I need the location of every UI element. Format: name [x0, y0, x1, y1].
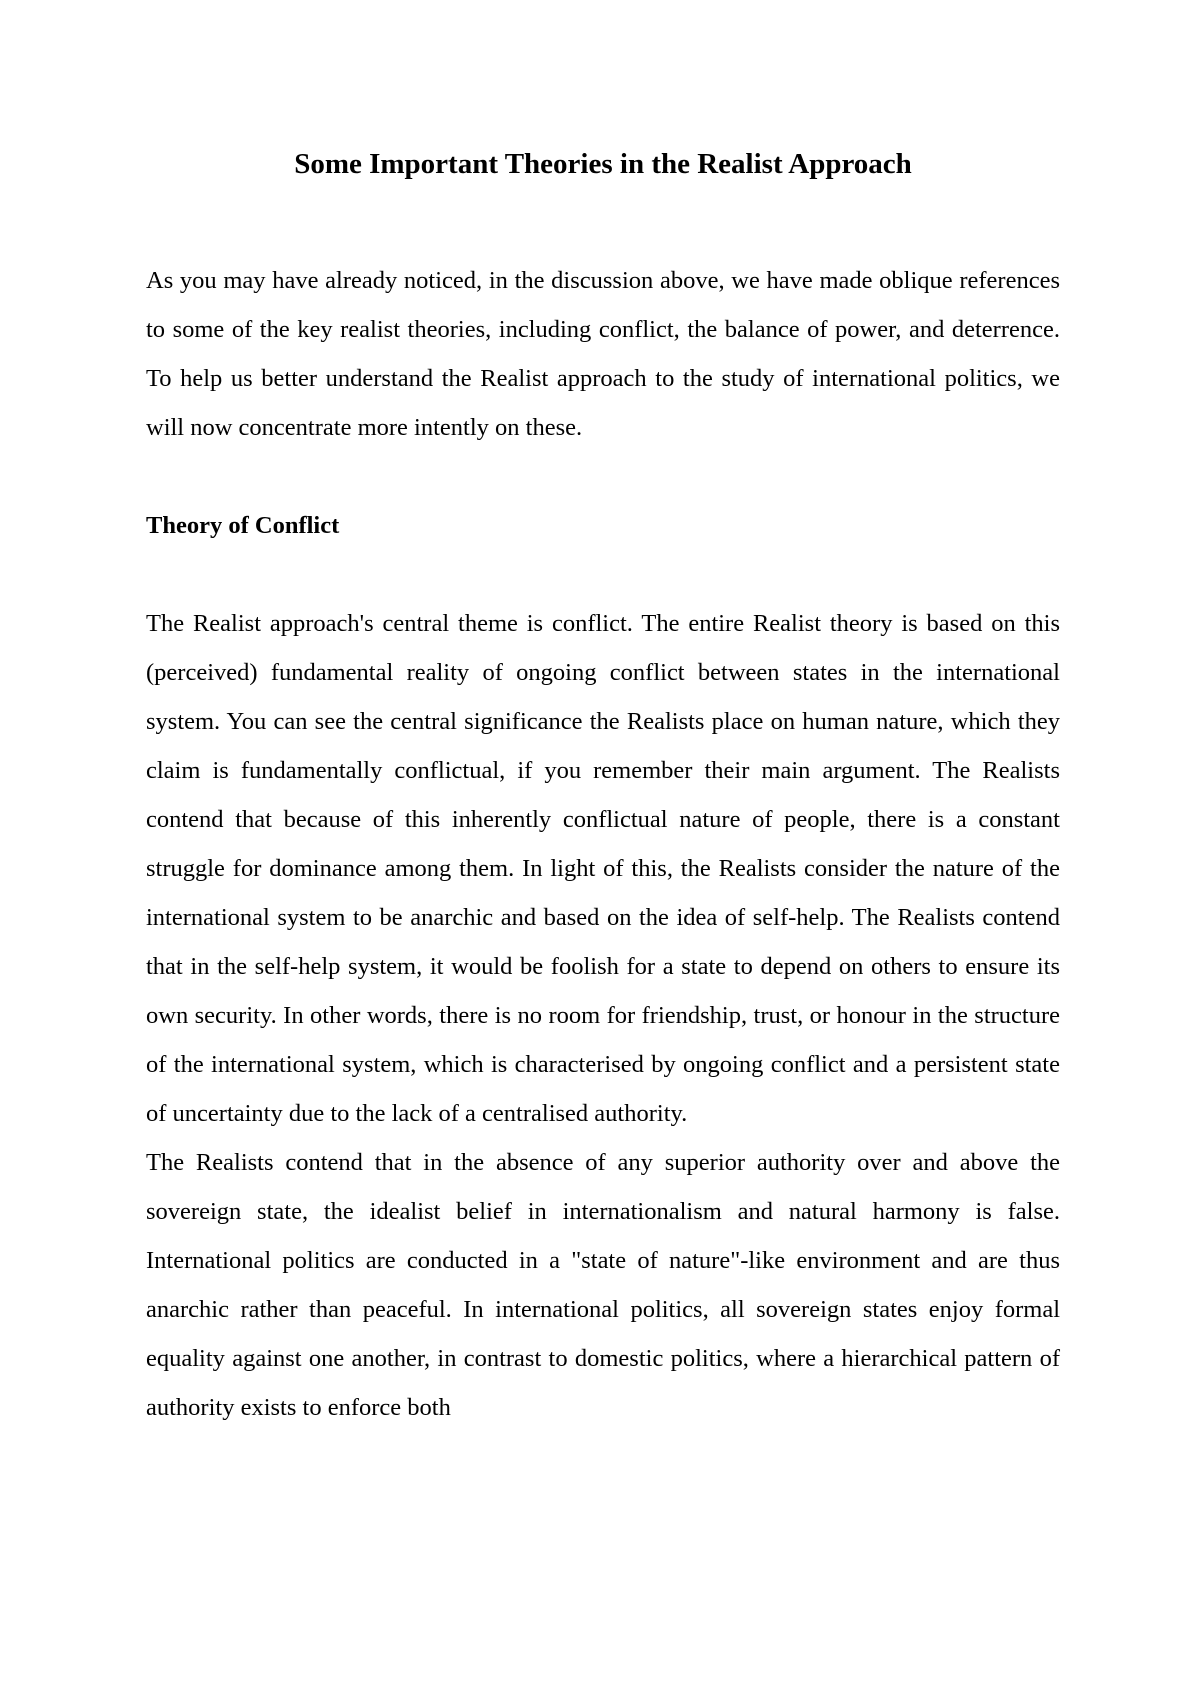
- document-title: Some Important Theories in the Realist Approach: [294, 148, 912, 180]
- section-heading: Theory of Conflict: [146, 512, 340, 539]
- section-paragraph-2: The Realists contend that in the absence of any superior authority over and above the sovereign state, the idealist belief in internationalism and natural harmony is false. International politics are conducted in a "state of nature"-like environment and are thus anarchic rather than peaceful. In international politics, all sovereign states enjoy formal equality against one another, in contrast to domestic politics, where a hierarchical pattern of authority exists to enforce both: [146, 1149, 1060, 1421]
- intro-paragraph: As you may have already noticed, in the discussion above, we have made oblique references to some of the key realist theories, including conflict, the balance of power, and deterrence. To help us better understand the Realist approach to the study of international politics, we will now concentrate more intently on these.: [146, 267, 1060, 441]
- section-paragraph-1: The Realist approach's central theme is conflict. The entire Realist theory is based on this (perceived) fundamental reality of ongoing conflict between states in the international system. You can see the central significance the Realists place on human nature, which they claim is fundamentally conflictual, if you remember their main argument. The Realists contend that because of this inherently conflictual nature of people, there is a constant struggle for dominance among them. In light of this, the Realists consider the nature of the international system to be anarchic and based on the idea of self-help. The Realists contend that in the self-help system, it would be foolish for a state to depend on others to ensure its own security. In other words, there is no room for friendship, trust, or honour in the structure of the international system, which is characterised by ongoing conflict and a persistent state of uncertainty due to the lack of a centralised authority.: [146, 610, 1060, 1127]
- document-body: [146, 140, 1060, 1432]
